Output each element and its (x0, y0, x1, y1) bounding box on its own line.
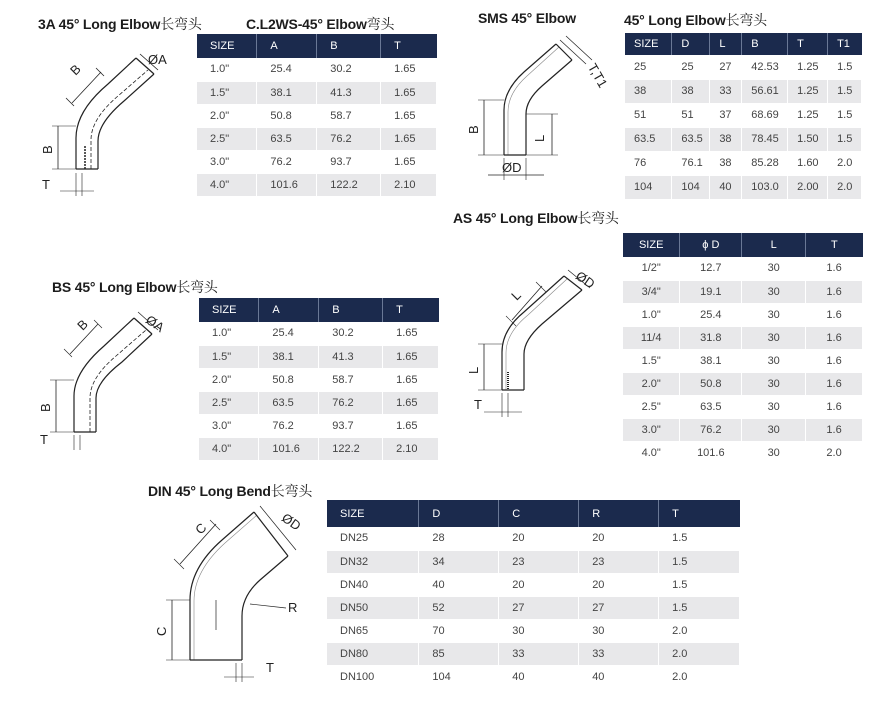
table-row (625, 103, 862, 127)
table-cell: 30 (742, 395, 806, 418)
column-header: B (317, 34, 381, 58)
table-row (623, 395, 863, 418)
table-row (623, 372, 863, 395)
table-cell: 76.2 (259, 414, 319, 437)
table-row (327, 573, 740, 596)
table-cell: 2.0 (659, 665, 740, 688)
table-cell: 3.0" (199, 414, 259, 437)
table-row (327, 527, 740, 550)
table-cell: 40 (710, 175, 742, 199)
table-cell: 1.65 (383, 391, 439, 414)
table-row (199, 322, 439, 345)
table-cell: 25 (625, 55, 672, 79)
table-cell: 50.8 (259, 368, 319, 391)
label-d: ØD (573, 268, 598, 292)
title-3a: 3A 45° Long Elbow长弯头 (38, 16, 202, 32)
table-cell: 85 (419, 642, 499, 665)
table-3a-long-elbow (197, 34, 437, 197)
table-cell: 1.6 (806, 280, 863, 303)
table-cell: 25.4 (680, 303, 742, 326)
table-cell: 56.61 (742, 79, 788, 103)
table-cell: 1.65 (383, 368, 439, 391)
table-row (623, 303, 863, 326)
column-header: B (742, 33, 788, 55)
table-cell: 1.5 (659, 550, 740, 573)
label-r: R (288, 600, 298, 615)
table-cell: 58.7 (317, 104, 381, 127)
column-header: T (383, 298, 439, 322)
table-header-row (197, 34, 437, 58)
table-header-row (625, 33, 862, 55)
title-sms: SMS 45° Elbow (478, 10, 576, 26)
title-bs: BS 45° Long Elbow长弯头 (52, 279, 218, 295)
table-cell: 30 (742, 326, 806, 349)
column-header: T (381, 34, 437, 58)
label-a: ØA (148, 52, 167, 67)
table-cell: 31.8 (680, 326, 742, 349)
column-header: SIZE (623, 233, 680, 257)
table-cell: 1.6 (806, 372, 863, 395)
table-cell: 70 (419, 619, 499, 642)
table-cell: 25 (672, 55, 710, 79)
column-header: C (499, 500, 579, 527)
table-cell: 101.6 (680, 441, 742, 464)
table-cell: 20 (579, 573, 659, 596)
table-row (327, 642, 740, 665)
label-d: ØD (502, 160, 522, 175)
table-cell: 52 (419, 596, 499, 619)
table-cell: 68.69 (742, 103, 788, 127)
table-cell: 50.8 (680, 372, 742, 395)
table-cell: 1.0" (623, 303, 680, 326)
label-l-side: L (466, 366, 481, 374)
table-cell: 1.65 (381, 104, 437, 127)
table-cell: 1.65 (383, 345, 439, 368)
table-cell: 20 (579, 527, 659, 550)
table-cell: 2.5" (199, 391, 259, 414)
label-b-top: B (67, 61, 84, 79)
diagram-bs-elbow (38, 302, 188, 452)
column-header: D (419, 500, 499, 527)
table-row (199, 437, 439, 460)
table-cell: DN50 (327, 596, 419, 619)
table-cell: 76.1 (672, 151, 710, 175)
column-header: T (806, 233, 863, 257)
table-row (197, 173, 437, 196)
table-cell: 1.25 (788, 55, 828, 79)
table-cell: 1.65 (383, 414, 439, 437)
table-cell: 1.5 (659, 527, 740, 550)
table-cell: 1.5 (828, 55, 862, 79)
table-cell: 63.5 (625, 127, 672, 151)
table-cell: 1.5" (199, 345, 259, 368)
table-cell: 1.25 (788, 79, 828, 103)
label-b-top: B (74, 316, 91, 334)
table-cell: 3.0" (197, 150, 257, 173)
table-cell: 3.0" (623, 418, 680, 441)
table-row (623, 257, 863, 280)
label-b-side: B (38, 403, 53, 412)
table-cell: 51 (625, 103, 672, 127)
table-cell: 1.5 (828, 103, 862, 127)
table-row (625, 127, 862, 151)
table-cell: 2.0 (659, 642, 740, 665)
table-cell: 1/2" (623, 257, 680, 280)
label-t: T (474, 397, 482, 412)
table-cell: 1.6 (806, 303, 863, 326)
table-cell: 93.7 (317, 150, 381, 173)
column-header: T (788, 33, 828, 55)
table-cell: 41.3 (319, 345, 383, 368)
column-header: SIZE (625, 33, 672, 55)
table-cell: 38 (672, 79, 710, 103)
table-as-long-elbow (623, 233, 863, 465)
table-cell: 2.10 (383, 437, 439, 460)
label-t: T (42, 177, 50, 192)
table-cell: 1.5 (828, 127, 862, 151)
table-cell: 38 (625, 79, 672, 103)
table-cell: 33 (579, 642, 659, 665)
table-cell: DN80 (327, 642, 419, 665)
label-l-top: L (508, 287, 524, 304)
table-cell: 58.7 (319, 368, 383, 391)
table-row (197, 127, 437, 150)
table-cell: 25.4 (259, 322, 319, 345)
table-cell: 2.0 (806, 441, 863, 464)
table-row (197, 104, 437, 127)
column-header: A (259, 298, 319, 322)
table-cell: 2.0" (199, 368, 259, 391)
table-cell: 1.60 (788, 151, 828, 175)
table-header-row (199, 298, 439, 322)
table-cell: 38.1 (257, 81, 317, 104)
table-row (327, 619, 740, 642)
table-cell: 33 (499, 642, 579, 665)
table-cell: 30 (742, 257, 806, 280)
table-cell: 1.65 (381, 127, 437, 150)
table-cell: 1.5 (828, 79, 862, 103)
table-row (623, 349, 863, 372)
table-row (625, 175, 862, 199)
table-cell: 2.00 (788, 175, 828, 199)
table-cell: 63.5 (672, 127, 710, 151)
table-cell: DN65 (327, 619, 419, 642)
table-cell: 63.5 (680, 395, 742, 418)
table-cell: 1.25 (788, 103, 828, 127)
table-cell: 85.28 (742, 151, 788, 175)
table-cell: 38 (710, 151, 742, 175)
column-header: D (672, 33, 710, 55)
label-t-t1: T,T1 (584, 60, 611, 91)
column-header: SIZE (197, 34, 257, 58)
table-cell: 104 (625, 175, 672, 199)
diagram-sms-elbow (464, 30, 619, 190)
table-cell: 38 (710, 127, 742, 151)
table-row (623, 326, 863, 349)
table-row (197, 150, 437, 173)
table-cell: 76.2 (680, 418, 742, 441)
table-header-row (327, 500, 740, 527)
label-c-top: C (192, 519, 210, 538)
table-cell: 76.2 (317, 127, 381, 150)
column-header: L (742, 233, 806, 257)
table-cell: 1.65 (381, 81, 437, 104)
table-cell: 1.50 (788, 127, 828, 151)
table-row (197, 58, 437, 81)
table-cell: 30 (742, 303, 806, 326)
table-cell: 78.45 (742, 127, 788, 151)
table-cell: 20 (499, 527, 579, 550)
table-cell: 30 (579, 619, 659, 642)
table-cell: 27 (579, 596, 659, 619)
label-l: L (532, 134, 547, 142)
table-cell: 1.6 (806, 257, 863, 280)
table-row (625, 79, 862, 103)
table-cell: 27 (499, 596, 579, 619)
table-cell: 33 (710, 79, 742, 103)
table-cell: 30 (742, 418, 806, 441)
label-c-side: C (154, 626, 169, 636)
table-cell: 30.2 (317, 58, 381, 81)
table-row (199, 414, 439, 437)
table-cell: 23 (499, 550, 579, 573)
table-cell: 2.0" (197, 104, 257, 127)
table-cell: 76 (625, 151, 672, 175)
table-cell: 1.5 (659, 573, 740, 596)
table-row (199, 391, 439, 414)
table-cell: 30 (742, 372, 806, 395)
table-cell: 19.1 (680, 280, 742, 303)
table-cell: 34 (419, 550, 499, 573)
table-cell: DN32 (327, 550, 419, 573)
table-cell: 2.0 (828, 175, 862, 199)
diagram-as-elbow (462, 262, 622, 427)
table-cell: 2.5" (623, 395, 680, 418)
table-cell: 122.2 (317, 173, 381, 196)
table-cell: 1.6 (806, 395, 863, 418)
title-cl2ws: C.L2WS-45° Elbow弯头 (246, 16, 395, 32)
table-cell: 30 (742, 349, 806, 372)
diagram-3a-elbow (36, 46, 186, 201)
table-row (623, 418, 863, 441)
label-b-side: B (40, 145, 55, 154)
label-t: T (40, 432, 48, 447)
table-cell: 12.7 (680, 257, 742, 280)
table-row (327, 596, 740, 619)
table-cell: 28 (419, 527, 499, 550)
table-cell: DN40 (327, 573, 419, 596)
table-cell: 1.5" (197, 81, 257, 104)
table-cell: 40 (499, 665, 579, 688)
label-a: ØA (143, 312, 168, 336)
column-header: L (710, 33, 742, 55)
table-cell: 1.0" (197, 58, 257, 81)
table-cell: 101.6 (259, 437, 319, 460)
table-cell: 40 (419, 573, 499, 596)
table-row (623, 280, 863, 303)
table-row (327, 665, 740, 688)
title-din: DIN 45° Long Bend长弯头 (148, 483, 313, 499)
table-cell: 103.0 (742, 175, 788, 199)
table-cell: 4.0" (623, 441, 680, 464)
table-cell: 101.6 (257, 173, 317, 196)
table-cell: 104 (672, 175, 710, 199)
table-cell: 104 (419, 665, 499, 688)
table-cell: 51 (672, 103, 710, 127)
table-cell: 30 (499, 619, 579, 642)
table-cell: 30.2 (319, 322, 383, 345)
table-cell: 4.0" (197, 173, 257, 196)
table-cell: 1.0" (199, 322, 259, 345)
table-cell: 76.2 (257, 150, 317, 173)
table-cell: 1.6 (806, 418, 863, 441)
table-cell: 30 (742, 280, 806, 303)
table-header-row (623, 233, 863, 257)
title-45-long-elbow: 45° Long Elbow长弯头 (624, 12, 767, 28)
table-din-long-bend (327, 500, 740, 689)
table-cell: 23 (579, 550, 659, 573)
table-cell: 122.2 (319, 437, 383, 460)
table-cell: 1.5" (623, 349, 680, 372)
column-header: T (659, 500, 740, 527)
table-cell: 1.6 (806, 326, 863, 349)
table-cell: 30 (742, 441, 806, 464)
table-row (623, 441, 863, 464)
table-cell: 37 (710, 103, 742, 127)
table-cell: 38.1 (259, 345, 319, 368)
table-cell: 93.7 (319, 414, 383, 437)
table-row (327, 550, 740, 573)
table-cell: 42.53 (742, 55, 788, 79)
table-cell: 41.3 (317, 81, 381, 104)
column-header: B (319, 298, 383, 322)
table-cell: 4.0" (199, 437, 259, 460)
table-cell: 11/4 (623, 326, 680, 349)
column-header: R (579, 500, 659, 527)
table-cell: 1.65 (381, 58, 437, 81)
column-header: T1 (828, 33, 862, 55)
table-cell: 38.1 (680, 349, 742, 372)
column-header: SIZE (327, 500, 419, 527)
table-row (199, 345, 439, 368)
table-cell: 1.6 (806, 349, 863, 372)
table-cell: 25.4 (257, 58, 317, 81)
column-header: A (257, 34, 317, 58)
table-bs-long-elbow (199, 298, 439, 461)
table-cell: 50.8 (257, 104, 317, 127)
table-cell: 3/4" (623, 280, 680, 303)
label-b: B (466, 125, 481, 134)
title-as: AS 45° Long Elbow长弯头 (453, 210, 619, 226)
label-d: ØD (279, 510, 304, 534)
table-cell: 1.5 (659, 596, 740, 619)
label-t: T (266, 660, 274, 675)
table-cell: DN25 (327, 527, 419, 550)
table-cell: 1.65 (381, 150, 437, 173)
table-cell: 2.0 (828, 151, 862, 175)
column-header: ϕ D (680, 233, 742, 257)
table-row (625, 151, 862, 175)
table-cell: 76.2 (319, 391, 383, 414)
table-cell: 20 (499, 573, 579, 596)
table-cell: 2.5" (197, 127, 257, 150)
table-row (199, 368, 439, 391)
table-sms-elbow (625, 33, 862, 200)
table-row (197, 81, 437, 104)
diagram-din-bend (150, 500, 320, 690)
table-cell: 27 (710, 55, 742, 79)
table-cell: 40 (579, 665, 659, 688)
table-row (625, 55, 862, 79)
table-cell: 63.5 (257, 127, 317, 150)
table-cell: 2.0 (659, 619, 740, 642)
table-cell: 63.5 (259, 391, 319, 414)
table-cell: 2.10 (381, 173, 437, 196)
table-cell: 1.65 (383, 322, 439, 345)
column-header: SIZE (199, 298, 259, 322)
table-cell: DN100 (327, 665, 419, 688)
table-cell: 2.0" (623, 372, 680, 395)
